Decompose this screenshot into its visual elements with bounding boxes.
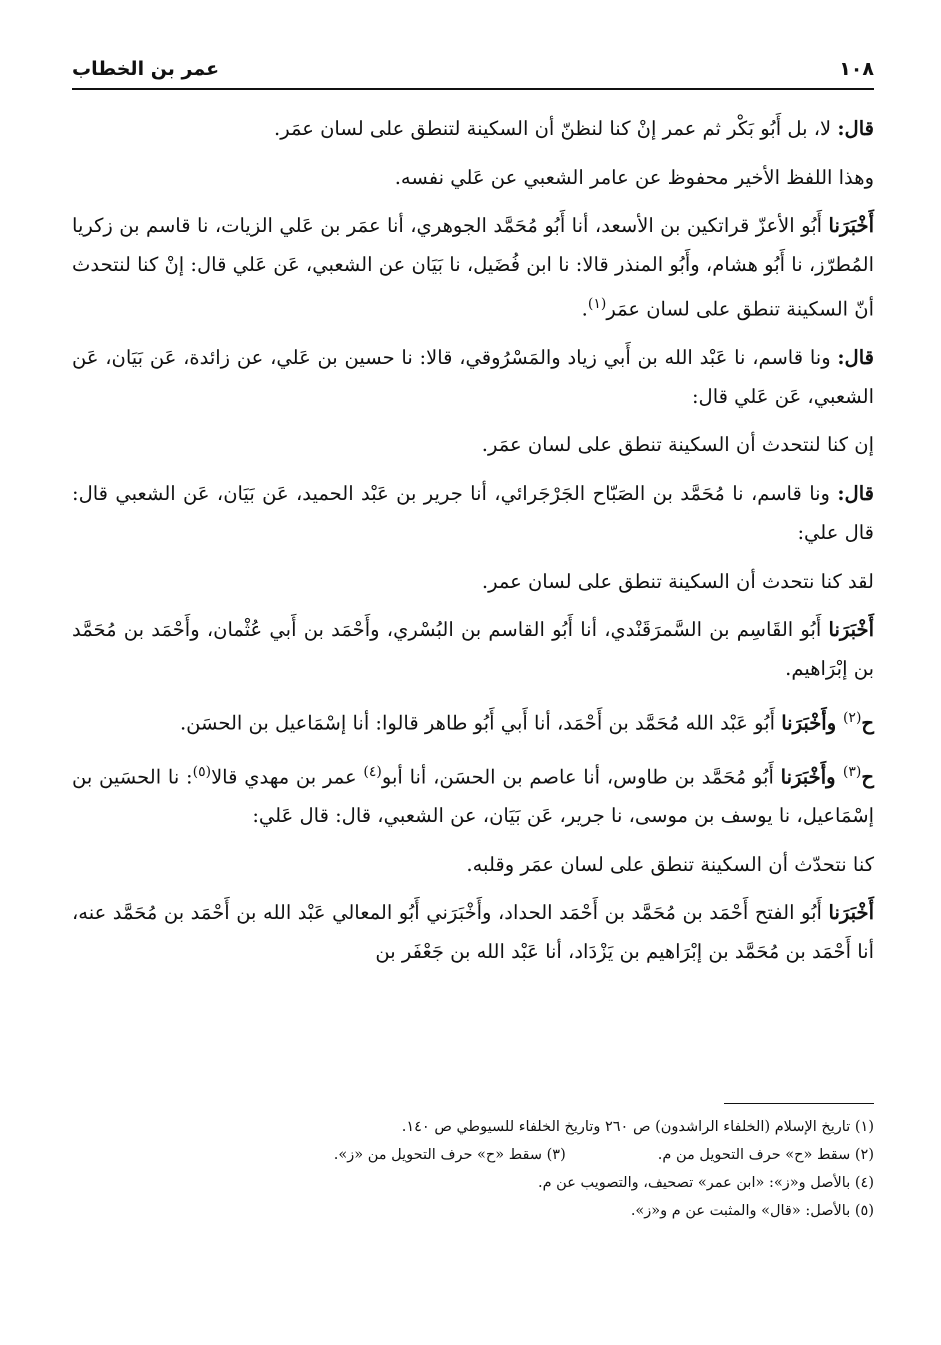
footnote-ref: (٤) [363,763,382,780]
footnote [402,1113,874,1141]
footnote-text: سقط «ح» حرف التحويل من م. [657,1147,851,1163]
footnote-ref: (٣) [842,763,862,780]
footnote-number: (٥) [854,1203,874,1219]
footnote [631,1197,874,1225]
book-page [72,48,874,1219]
footnote-separator [724,1103,874,1104]
paragraph [72,339,874,416]
paragraph [72,159,874,198]
paragraph-text: إن كنا لنتحدث أن السكينة تنطق على لسان عمَر. [481,433,874,457]
main-text [72,110,874,972]
paragraph-text: أَبُو القَاسِم بن السَّمرَقَنْدي، أنا أَبُو القاسم بن البُسْري، وأَحْمَد بن أَبي عُثْمان، وأَحْمَد بن مُحَمَّد بن إبْرَاهيم. [72,618,874,680]
footnote-ref: (٥) [192,763,212,780]
paragraph-text: ونا قاسم، نا عَبْد الله بن أَبي زياد والمَسْرُوقي، قالا: نا حسين بن عَلي، عن زائدة، عَن بَيَان، عَن الشعبي، عَن عَلي قال: [72,346,874,408]
paragraph-lead: أَخْبَرَنا [828,901,874,925]
paragraph-text: وهذا اللفظ الأخير محفوظ عن عامر الشعبي عن عَلي نفسه. [394,165,874,189]
paragraph-lead: قال: [837,482,874,506]
paragraph-text: أَبُو عَبْد الله مُحَمَّد بن أَحْمَد، أنا أَبي أَبُو طاهر قالوا: أنا إسْمَاعيل بن الحسَن. [179,711,782,735]
paragraph-text: أَبُو مُحَمَّد بن طاوس، أنا عاصم بن الحسَن، أنا أبو [381,765,781,789]
footnote-number: (١) [854,1119,874,1135]
paragraph-text: : نا الحسَين بن إسْمَاعيل، نا يوسف بن موسى، نا جرير، عَن بَيَان، عن الشعبي، قال: قال عَلي: [72,765,874,828]
paragraph-text: كنا نتحدّث أن السكينة تنطق على لسان عمَر وقلبه. [466,852,874,876]
footnote-text: بالأصل و«ز»: «ابن عمر» تصحيف، والتصويب عن م. [537,1175,851,1191]
paragraph [72,563,874,602]
running-title: عمر بن الخطاب [72,58,220,80]
paragraph-text: عمر بن مهدي قالا [211,765,364,789]
footnote-number: (٣) [546,1147,566,1163]
footnote-text: بالأصل: «قال» والمثبت عن م و«ز». [630,1203,851,1219]
footnote-ref: (١) [587,295,607,312]
page-number: ١٠٨ [839,58,874,80]
paragraph [72,846,874,885]
footnote-line [72,1169,874,1197]
paragraph-lead: وأَخْبَرَنا [780,765,843,789]
footnote-ref: (٢) [842,709,862,726]
running-header [72,48,874,88]
paragraph [72,753,874,836]
paragraph-lead: ح [861,711,874,735]
footnote [538,1169,874,1197]
footnote-text: سقط «ح» حرف التحويل من «ز». [333,1147,543,1163]
footnote-line [72,1141,874,1169]
paragraph-text: أَبُو الفتح أَحْمَد بن مُحَمَّد بن أَحْمَد الحداد، وأَخْبَرَني أَبُو المعالي عَبْد الله بن أَحْمَد بن مُحَمَّد عنه، أنا أَحْمَد بن مُحَمَّد بن إبْرَاهيم بن يَزْدَاد، أنا عَبْد الله بن جَعْفَر بن [72,901,874,964]
footnote [658,1141,874,1169]
paragraph [72,110,874,149]
paragraph-text: لا، بل أَبُو بَكْر ثم عمر إنْ كنا لنظنّ أن السكينة لتنطق على لسان عمَر. [274,117,838,140]
footnote-text: تاريخ الإسلام (الخلفاء الراشدون) ص ٢٦٠ وتاريخ الخلفاء للسيوطي ص ١٤٠. [401,1119,851,1135]
paragraph-lead: أَخْبَرَنا [828,214,874,238]
paragraph-end: . [581,297,588,321]
paragraph-text: أَبُو الأعزّ قراتكين بن الأسعد، أنا أَبُو مُحَمَّد الجوهري، أنا عمَر بن عَلي الزيات، نا قاسم بن زكريا المُطرّز، نا أَبُو هشام، وأَبُو المنذر قالا: نا ابن فُضَيل، نا بَيَان عن الشعبي، عَن عَلي قال: إنْ كنا لنتحدث أنّ السكينة تنطق على لسان عمَر [72,214,874,321]
footnote-line [72,1113,874,1141]
footnote-number: (٢) [854,1147,874,1163]
paragraph-lead: ح [861,765,874,789]
paragraph-lead: قال: [837,117,874,140]
footnote [334,1141,566,1169]
paragraph [72,894,874,971]
paragraph [72,426,874,465]
paragraph-lead: أَخْبَرَنا [828,618,874,642]
footnote-line [72,1197,874,1225]
paragraph-text: لقد كنا نتحدث أن السكينة تنطق على لسان عمر. [481,569,874,593]
paragraph [72,611,874,688]
footnote-number: (٤) [854,1175,874,1191]
paragraph [72,699,874,743]
header-rule [72,88,874,90]
paragraph [72,475,874,552]
paragraph-text: ونا قاسم، نا مُحَمَّد بن الصَبّاح الجَرْجَرائي، أنا جرير بن عَبْد الحميد، عَن بَيَان، عَن الشعبي قال: قال علي: [72,482,874,544]
paragraph-lead: وأَخْبَرَنا [781,711,843,735]
paragraph-lead: قال: [837,346,874,370]
paragraph [72,207,874,329]
footnotes [72,1113,874,1225]
